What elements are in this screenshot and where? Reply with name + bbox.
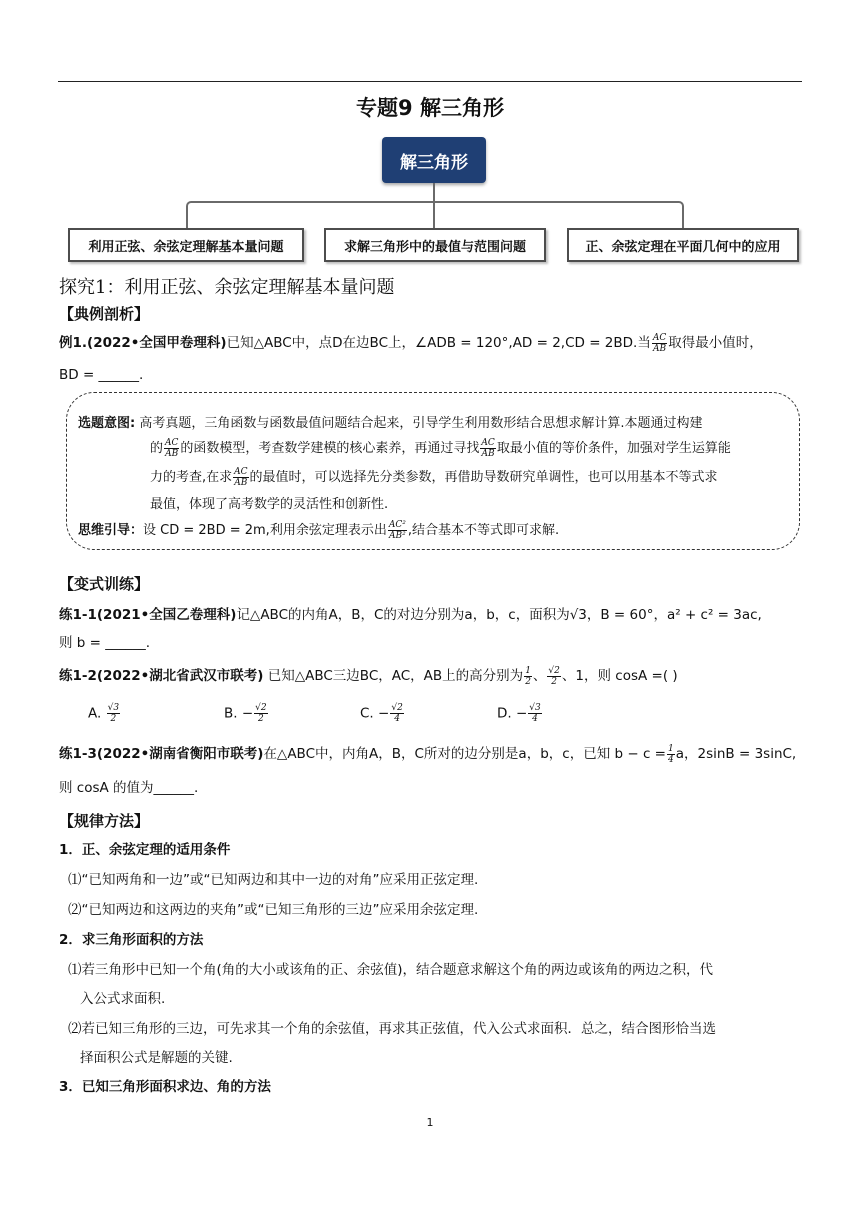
problem-1-3-answer: 则 cosA 的值为______. bbox=[59, 780, 199, 796]
method-2-b-line2: 择面积公式是解题的关键. bbox=[80, 1050, 233, 1066]
method-2-a-line2: 入公式求面积. bbox=[80, 991, 166, 1007]
intent-line-3: 力的考查,在求 $\frac{AC}{AB}$ 的最值时，可以选择先分类参数，再借助导数研究单调性，也可以用基本不等式求 bbox=[150, 467, 718, 488]
example-fraction: $\frac{AC}{AB}$ bbox=[652, 332, 667, 354]
top-rule bbox=[58, 81, 802, 82]
method-2-a-line1: ⑴若三角形中已知一个角(角的大小或该角的正、余弦值)，结合题意求解这个角的两边或该角的两边之积，代 bbox=[68, 962, 714, 978]
mindmap-branch-2: 求解三角形中的最值与范围问题 bbox=[324, 228, 546, 262]
option-b[interactable]: B. − $\frac{√2}{2}$ bbox=[224, 703, 267, 724]
problem-1-1: 练1-1(2021•全国乙卷理科)记△ABC的内角A，B，C的对边分别为a，b，c，面积为√3，B = 60°，a² + c² = 3ac, bbox=[59, 607, 762, 623]
method-2-title: 2．求三角形面积的方法 bbox=[59, 932, 204, 948]
problem-1-3: 练1-3(2022•湖南省衡阳市联考)在△ABC中，内角A，B，C所对的边分别是a，b，c，已知 b − c = $\frac{1}{4}$ a，2sinB = 3sinC, bbox=[59, 743, 797, 765]
example-label: 例1.(2022•全国甲卷理科) bbox=[59, 335, 227, 351]
method-1-a: ⑴“已知两角和一边”或“已知两边和其中一边的对角”应采用正弦定理. bbox=[68, 872, 479, 888]
problem-1-1-answer: 则 b = ______. bbox=[59, 635, 151, 651]
mindmap-connector-stem bbox=[433, 183, 435, 202]
intent-line-1: 选题意图: 高考真题，三角函数与函数最值问题结合起来，引导学生利用数形结合思想求解计算.本题通过构建 bbox=[78, 416, 703, 431]
typical-heading: 【典例剖析】 bbox=[59, 305, 150, 323]
method-1-b: ⑵“已知两边和这两边的夹角”或“已知三角形的三边”应采用余弦定理. bbox=[68, 902, 479, 918]
option-c[interactable]: C. − $\frac{√2}{4}$ bbox=[360, 703, 403, 724]
example-1 bbox=[59, 331, 763, 354]
intent-line-2: 的 $\frac{AC}{AB}$ 的函数模型，考查数学建模的核心素养，再通过寻找 $\frac{AC}{AB}$ 取最小值的等价条件，加强对学生运算能 bbox=[150, 438, 731, 459]
intent-label: 选题意图: bbox=[78, 416, 136, 431]
guide-label: 思维引导： bbox=[78, 523, 144, 538]
option-a[interactable]: A. $\frac{√3}{2}$ bbox=[88, 703, 120, 724]
example-answer-line: BD = ______. bbox=[59, 367, 144, 383]
page-number: 1 bbox=[426, 1116, 434, 1129]
mindmap-connector-bar bbox=[186, 201, 684, 230]
example-text-b: 取得最小值时， bbox=[668, 335, 763, 351]
page-title: 专题9 解三角形 bbox=[356, 96, 504, 120]
option-d[interactable]: D. − $\frac{√3}{4}$ bbox=[497, 703, 541, 724]
problem-1-2: 练1-2(2022•湖北省武汉市联考) 已知△ABC三边BC，AC，AB上的高分别为 $\frac{1}{2}$ 、 $\frac{√2}{2}$ 、1，则 cosA =( ) bbox=[59, 665, 678, 687]
mindmap-connector-mid bbox=[433, 201, 435, 228]
variant-heading: 【变式训练】 bbox=[59, 575, 150, 593]
method-2-b-line1: ⑵若已知三角形的三边，可先求其一个角的余弦值，再求其正弦值，代入公式求面积．总之，结合图形恰当选 bbox=[68, 1021, 716, 1037]
section-heading: 探究1：利用正弦、余弦定理解基本量问题 bbox=[59, 277, 395, 298]
intent-line-4: 最值，体现了高考数学的灵活性和创新性. bbox=[150, 497, 389, 512]
method-1-title: 1．正、余弦定理的适用条件 bbox=[59, 842, 231, 858]
mindmap-root: 解三角形 bbox=[382, 137, 486, 183]
mindmap-branch-3: 正、余弦定理在平面几何中的应用 bbox=[567, 228, 799, 262]
mindmap-branch-1: 利用正弦、余弦定理解基本量问题 bbox=[68, 228, 304, 262]
methods-heading: 【规律方法】 bbox=[59, 812, 150, 830]
guide-line: 思维引导：设 CD = 2BD = 2m,利用余弦定理表示出 $\frac{\text{AC²}}{\text{AB²}}$ ,结合基本不等式即可求解. bbox=[78, 520, 560, 541]
example-text-a: 已知△ABC中，点D在边BC上，∠ADB = 120°,AD = 2,CD = 2BD.当 bbox=[226, 335, 651, 351]
method-3-title: 3．已知三角形面积求边、角的方法 bbox=[59, 1079, 271, 1095]
